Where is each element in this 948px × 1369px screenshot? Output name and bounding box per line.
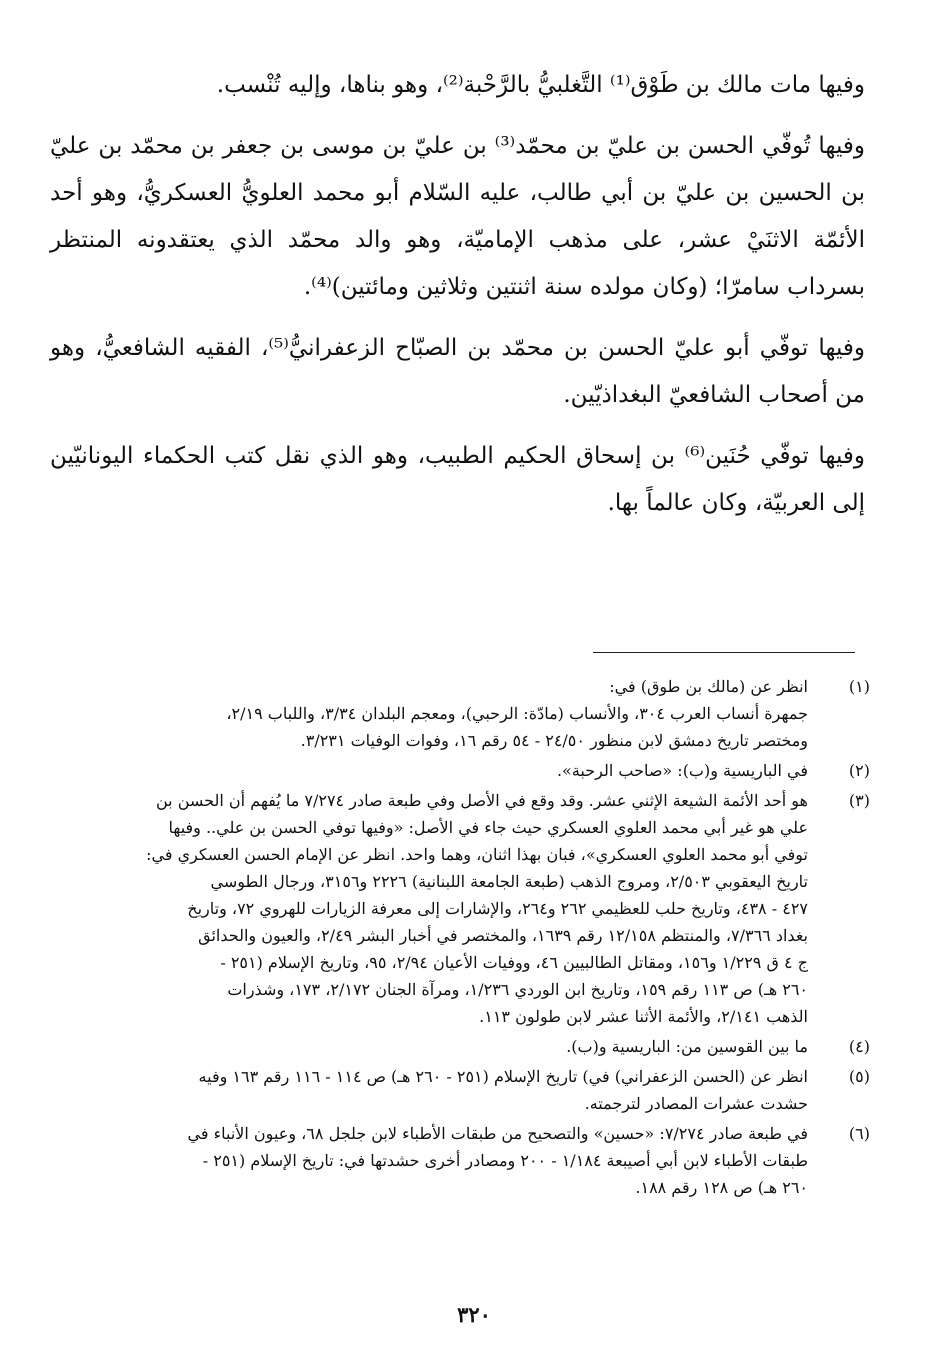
footnote-3	[50, 787, 870, 1030]
footnote-line: الذهب ٢/١٤١، والأئمة الأثنا عشر لابن طولون ١١٣.	[479, 1007, 808, 1026]
paragraph-hunayn-ibn-ishaq: وفيها توفّي حُنَين⁽⁶⁾ بن إسحاق الحكيم الطبيب، وهو الذي نقل كتب الحكماء اليونانيّين إلى العربيّة، وكان عالماً بها.	[50, 443, 865, 516]
footnotes	[50, 673, 870, 1204]
footnote-line: هو أحد الأئمة الشيعة الإثني عشر. وقد وقع في الأصل وفي طبعة صادر ٧/٢٧٤ ما يُفهم أن الحسن بن	[156, 791, 808, 810]
footnote-line: توفي أبو محمد العلوي العسكري»، فبان بهذا اثنان، وهما واحد. انظر عن الإمام الحسن العسكري في:	[146, 845, 808, 864]
footnote-number: (٣)	[848, 791, 870, 810]
main-text	[50, 62, 865, 541]
footnote-line: تاريخ اليعقوبي ٢/٥٠٣، ومروج الذهب (طبعة الجامعة اللبنانية) ٢٢٢٦ و٣١٥٦، ورجال الطوسي	[210, 872, 808, 891]
footnote-line: ج ٤ ق ١/٢٢٩ و١٥٦، ومقاتل الطالبيين ٤٦، ووفيات الأعيان ٢/٩٤، ٩٥، وتاريخ الإسلام (٢٥١ -	[220, 953, 808, 972]
footnote-line: انظر عن (الحسن الزعفراني) في) تاريخ الإسلام (٢٥١ - ٢٦٠ هـ) ص ١١٤ - ١١٦ رقم ١٦٣ وفيه	[198, 1067, 808, 1086]
footnote-line: في طبعة صادر ٧/٢٧٤: «حسين» والتصحيح من طبقات الأطباء لابن جلجل ٦٨، وعيون الأنباء في	[187, 1124, 808, 1143]
footnote-line: حشدت عشرات المصادر لترجمته.	[584, 1094, 808, 1113]
footnote-line: ما بين القوسين من: الباريسية و(ب).	[566, 1037, 808, 1056]
footnote-4	[50, 1033, 870, 1060]
footnote-line: علي هو غير أبي محمد العلوي العسكري حيث جاء في الأصل: «وفيها توفي الحسن بن علي.. وفيها	[168, 818, 808, 837]
footnote-line: انظر عن (مالك بن طوق) في:	[609, 677, 808, 696]
paragraph-al-zafarani: وفيها توفّي أبو عليّ الحسن بن محمّد بن الصبّاح الزعفرانيُّ⁽⁵⁾، الفقيه الشافعيُّ، وهو من أصحاب الشافعيّ البغداذيّين.	[50, 335, 865, 408]
page-number: ٣٢٠	[457, 1302, 491, 1327]
footnote-number: (١)	[848, 677, 870, 696]
footnote-number: (٦)	[848, 1124, 870, 1143]
paragraph-malik-ibn-tawq: وفيها مات مالك بن طَوْق⁽¹⁾ التَّغلبيُّ بالرَّحْبة⁽²⁾، وهو بناها، وإليه تُنْسب.	[216, 72, 865, 98]
footnote-divider	[593, 652, 855, 653]
footnote-2	[50, 757, 870, 784]
footnote-line: ٢٦٠ هـ) ص ١٢٨ رقم ١٨٨.	[635, 1178, 808, 1197]
footnote-number: (٢)	[848, 761, 870, 780]
footnote-1	[50, 673, 870, 754]
footnote-line: في الباريسية و(ب): «صاحب الرحبة».	[556, 761, 808, 780]
footnote-5	[50, 1063, 870, 1117]
footnote-line: جمهرة أنساب العرب ٣٠٤، والأنساب (مادّة: الرحبي)، ومعجم البلدان ٣/٣٤، واللباب ٢/١٩،	[226, 704, 808, 723]
footnote-6	[50, 1120, 870, 1201]
footnote-number: (٥)	[848, 1067, 870, 1086]
footnote-line: طبقات الأطباء لابن أبي أصيبعة ١/١٨٤ - ٢٠٠ ومصادر أخرى حشدتها في: تاريخ الإسلام (٢٥١ -	[202, 1151, 808, 1170]
footnote-number: (٤)	[848, 1037, 870, 1056]
footnote-line: ٤٢٧ - ٤٣٨، وتاريخ حلب للعظيمي ٢٦٢ و٢٦٤، والإشارات إلى معرفة الزيارات للهروي ٧٢، وتاريخ	[187, 899, 808, 918]
footnote-line: ومختصر تاريخ دمشق لابن منظور ٢٤/٥٠ - ٥٤ رقم ١٦، وفوات الوفيات ٣/٢٣١.	[300, 731, 808, 750]
footnote-line: ٢٦٠ هـ) ص ١١٣ رقم ١٥٩، وتاريخ ابن الوردي ١/٢٣٦، ومرآة الجنان ٢/١٧٢، ١٧٣، وشذرات	[227, 980, 808, 999]
paragraph-hasan-al-askari: وفيها تُوفّي الحسن بن عليّ بن محمّد⁽³⁾ بن عليّ بن موسى بن جعفر بن محمّد بن عليّ بن الحسين بن عليّ بن أبي طالب، عليه السّلام أبو محمد العلويُّ العسكريُّ، وهو أحد الأئمّة الاثنَيْ عشر، على مذهب الإماميّة، وهو والد محمّد الذي يعتقدونه المنتظر بسرداب سامرّا؛ (وكان مولده سنة اثنتين وثلاثين ومائتين)⁽⁴⁾.	[50, 133, 865, 300]
footnote-line: بغداد ٧/٣٦٦، والمنتظم ١٢/١٥٨ رقم ١٦٣٩، والمختصر في أخبار البشر ٢/٤٩، والعيون والحدائق	[198, 926, 808, 945]
